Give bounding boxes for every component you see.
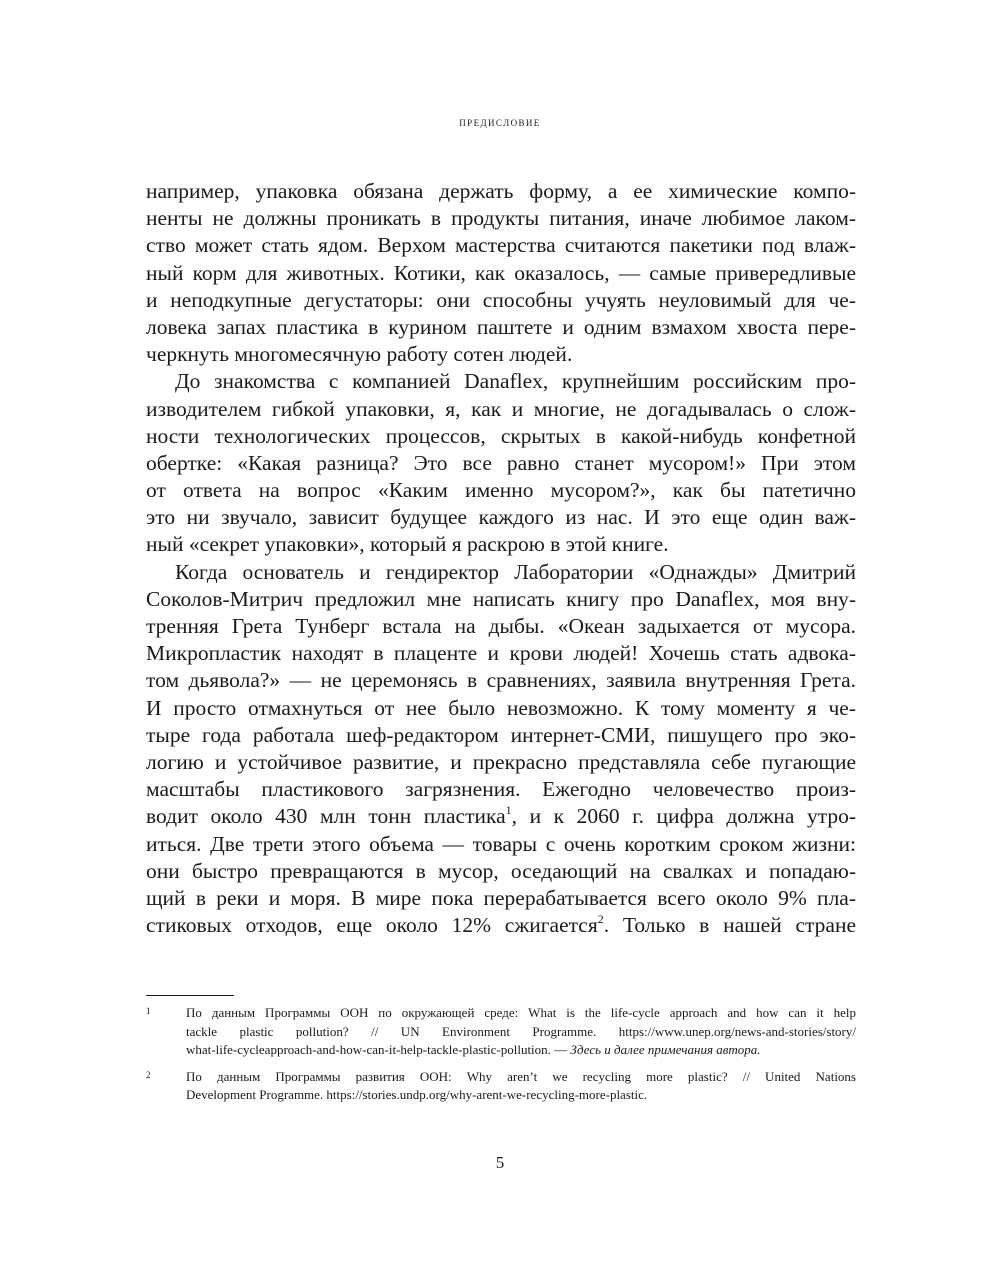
text-line: они быстро превращаются в мусор, оседающий на свалках и попадаю-: [146, 858, 856, 883]
text-line: ный корм для животных. Котики, как оказалось, — самые привередливые: [146, 260, 856, 285]
text-segment: водит около 430 млн тонн пластика: [146, 804, 506, 829]
paragraph: [146, 559, 856, 940]
text-line: Соколов-Митрич предложил мне написать книгу про Danaflex, моя вну-: [146, 586, 856, 611]
paragraph: [146, 178, 856, 368]
page-number: 5: [495, 1153, 505, 1172]
text-line: [146, 912, 856, 939]
footnote-number: 2: [146, 1069, 151, 1080]
text-line: и неподкупные дегустаторы: они способны учуять неуловимый для че-: [146, 287, 856, 312]
paragraph: [146, 368, 856, 558]
text-line: ловека запах пластика в курином паштете и одним взмахом хвоста пере-: [146, 314, 856, 339]
footnote-line: [186, 1041, 856, 1060]
footnote-number: 1: [146, 1006, 151, 1016]
text-line: ный «секрет упаковки», который я раскрою в этой книге.: [146, 532, 669, 557]
footnote-ref[interactable]: 1: [505, 803, 512, 818]
footnote: [146, 1004, 856, 1060]
text-line: И просто отмахнуться от нее было невозможно. К тому моменту я че-: [146, 695, 856, 720]
text-line: До знакомства с компанией Danaflex, крупнейшим российским про-: [175, 369, 856, 394]
text-line: том дьявола?» — не церемонясь в сравнениях, заявила внутренняя Грета.: [146, 668, 856, 693]
footnote-divider: [146, 995, 234, 996]
text-line: обертке: «Какая разница? Это все равно станет мусором!» При этом: [146, 450, 856, 475]
text-line: ности технологических процессов, скрытых в какой-нибудь конфетной: [146, 423, 856, 448]
footnote-line: tackle plastic pollution? // UN Environment Programme. https://www.unep.org/news-and-stories/story/: [186, 1023, 856, 1039]
text-line: ненты не должны проникать в продукты питания, иначе любимое лаком-: [146, 206, 856, 231]
text-segment: , и к 2060 г. цифра должна утро-: [511, 804, 857, 829]
text-line: [146, 803, 856, 830]
body-text: [146, 178, 856, 939]
footnote-text: what-life-cycleapproach-and-how-can-it-help-tackle-plastic-pollution. —: [186, 1042, 571, 1058]
footnote: [146, 1068, 856, 1105]
text-segment: стиковых отходов, еще около 12% сжигается: [146, 913, 598, 938]
text-line: логию и устойчивое развитие, и прекрасно представляла себе пугающие: [146, 749, 856, 774]
text-line: щий в реки и моря. В мире пока перерабатывается всего около 9% пла-: [146, 885, 856, 910]
text-line: Когда основатель и гендиректор Лаборатории «Однажды» Дмитрий: [175, 559, 856, 584]
text-segment: . Только в нашей стране: [603, 913, 856, 938]
footnotes: [146, 1004, 856, 1113]
text-line: изводителем гибкой упаковки, я, как и многие, не догадывалась о слож-: [146, 396, 856, 421]
text-line: иться. Две трети этого объема — товары с очень коротким сроком жизни:: [146, 831, 856, 856]
footnote-line: Development Programme. https://stories.undp.org/why-arent-we-recycling-more-plastic.: [186, 1087, 648, 1103]
footnote-line: По данным Программы развития ООН: Why aren’t we recycling more plastic? // United Nations: [186, 1068, 856, 1084]
text-line: это ни звучало, зависит будущее каждого из нас. И это еще один важ-: [146, 505, 856, 530]
running-head: предисловие: [459, 114, 541, 129]
footnote-ref[interactable]: 2: [597, 912, 604, 927]
text-line: тыре года работала шеф-редактором интернет-СМИ, пишущего про эко-: [146, 722, 856, 747]
text-line: от ответа на вопрос «Каким именно мусором?», как бы патетично: [146, 478, 856, 503]
text-line: масштабы пластикового загрязнения. Ежегодно человечество произ-: [146, 777, 856, 802]
text-line: например, упаковка обязана держать форму, а ее химические компо-: [146, 179, 856, 203]
text-line: тренняя Грета Тунберг встала на дыбы. «Океан задыхается от мусора.: [146, 614, 856, 638]
footnote-line: По данным Программы ООН по окружающей среде: What is the life-cycle approach and how can it help: [186, 1005, 856, 1020]
text-line: ство может стать ядом. Верхом мастерства считаются пакетики под влаж-: [146, 233, 856, 258]
text-line: черкнуть многомесячную работу сотен людей.: [146, 342, 573, 367]
text-line: Микропластик находят в плаценте и крови людей! Хочешь стать адвока-: [146, 641, 856, 666]
footnote-note: Здесь и далее примечания автора.: [570, 1042, 761, 1058]
